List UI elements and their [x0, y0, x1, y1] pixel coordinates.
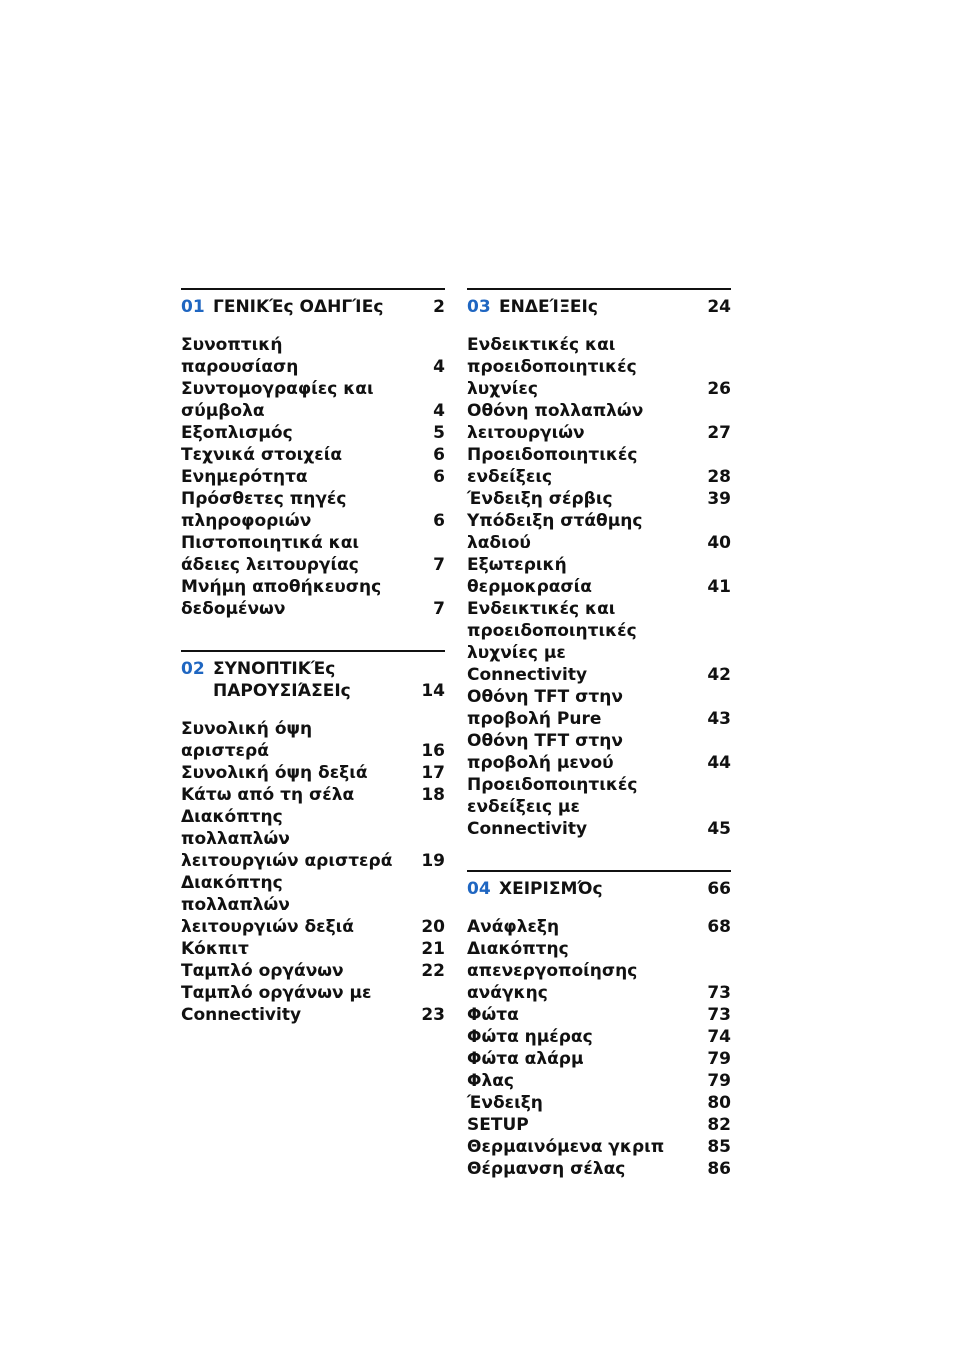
toc-entry[interactable] — [467, 686, 731, 730]
entry-title: SETUP — [467, 1115, 529, 1135]
entry-title: Θέρμανση σέλας — [467, 1159, 626, 1179]
toc-entry[interactable] — [467, 730, 731, 774]
toc-section — [181, 288, 445, 620]
entry-page-number: 40 — [707, 533, 731, 553]
toc-entry[interactable] — [181, 576, 445, 620]
toc-section — [181, 650, 445, 1026]
entry-title: Ένδειξη σέρβις — [467, 489, 613, 509]
entry-page-number: 6 — [433, 511, 445, 531]
toc-entry[interactable] — [181, 488, 445, 532]
section-number: 03 — [467, 297, 491, 317]
entry-list — [181, 334, 445, 620]
entry-title: Ενημερότητα — [181, 467, 308, 487]
section-heading[interactable] — [467, 296, 731, 318]
entry-page-number: 7 — [433, 555, 445, 575]
entry-page-number: 79 — [707, 1049, 731, 1069]
entry-page-number: 39 — [707, 489, 731, 509]
toc-entry[interactable] — [467, 1004, 731, 1026]
section-divider — [467, 870, 731, 872]
entry-title: Ένδειξη — [467, 1093, 543, 1113]
entry-title: Ταμπλό οργάνων με Connectivity — [181, 983, 372, 1025]
entry-page-number: 16 — [421, 741, 445, 761]
toc-entry[interactable] — [181, 532, 445, 576]
entry-title: Ενδεικτικές και προειδοποιητικές λυχνίες — [467, 335, 637, 399]
toc-column-left — [181, 288, 445, 1026]
entry-page-number: 41 — [707, 577, 731, 597]
entry-page-number: 28 — [707, 467, 731, 487]
toc-entry[interactable] — [467, 334, 731, 400]
toc-entry[interactable] — [181, 938, 445, 960]
entry-title: Διακόπτης πολλαπλών λειτουργιών δεξιά — [181, 873, 354, 937]
entry-title: Υπόδειξη στάθμης λαδιού — [467, 511, 643, 553]
entry-page-number: 23 — [421, 1005, 445, 1025]
entry-page-number: 73 — [707, 1005, 731, 1025]
entry-title: Διακόπτης απενεργοποίησης ανάγκης — [467, 939, 638, 1003]
entry-title: Εξωτερική θερμοκρασία — [467, 555, 592, 597]
entry-title: Διακόπτης πολλαπλών λειτουργιών αριστερά — [181, 807, 393, 871]
toc-entry[interactable] — [467, 1114, 731, 1136]
toc-entry[interactable] — [181, 334, 445, 378]
toc-entry[interactable] — [467, 1048, 731, 1070]
entry-title: Συνολική όψη δεξιά — [181, 763, 368, 783]
toc-entry[interactable] — [181, 982, 445, 1026]
toc-entry[interactable] — [181, 718, 445, 762]
toc-entry[interactable] — [181, 466, 445, 488]
entry-title: Φώτα ημέρας — [467, 1027, 593, 1047]
entry-page-number: 21 — [421, 939, 445, 959]
entry-page-number: 19 — [421, 851, 445, 871]
section-heading[interactable] — [181, 658, 445, 702]
toc-entry[interactable] — [181, 872, 445, 938]
entry-title: Μνήμη αποθήκευσης δεδομένων — [181, 577, 382, 619]
entry-page-number: 42 — [707, 665, 731, 685]
entry-page-number: 6 — [433, 445, 445, 465]
entry-page-number: 27 — [707, 423, 731, 443]
entry-page-number: 80 — [707, 1093, 731, 1113]
toc-entry[interactable] — [467, 1092, 731, 1114]
entry-page-number: 45 — [707, 819, 731, 839]
toc-entry[interactable] — [467, 444, 731, 488]
entry-page-number: 4 — [433, 401, 445, 421]
section-page-number: 2 — [433, 297, 445, 317]
entry-page-number: 17 — [421, 763, 445, 783]
section-heading[interactable] — [181, 296, 445, 318]
section-number: 01 — [181, 297, 205, 317]
toc-section — [467, 288, 731, 840]
entry-page-number: 22 — [421, 961, 445, 981]
section-title: ΓΕΝΙΚΈς ΟΔΗΓΊΕς — [213, 297, 384, 317]
entry-title: Φώτα — [467, 1005, 519, 1025]
entry-title: Πρόσθετες πηγές πληροφοριών — [181, 489, 347, 531]
entry-title: Οθόνη πολλαπλών λειτουργιών — [467, 401, 644, 443]
toc-entry[interactable] — [467, 774, 731, 840]
entry-page-number: 82 — [707, 1115, 731, 1135]
toc-entry[interactable] — [467, 1158, 731, 1180]
entry-title: Ενδεικτικές και προειδοποιητικές λυχνίες με Connectivity — [467, 599, 637, 685]
entry-title: Συντομογραφίες και σύμβολα — [181, 379, 374, 421]
section-title: ΕΝΔΕΊΞΕΙς — [499, 297, 598, 317]
toc-entry[interactable] — [181, 960, 445, 982]
entry-title: Θερμαινόμενα γκριπ — [467, 1137, 665, 1157]
entry-page-number: 6 — [433, 467, 445, 487]
entry-title: Τεχνικά στοιχεία — [181, 445, 343, 465]
entry-title: Προειδοποιητικές ενδείξεις με Connectivity — [467, 775, 638, 839]
section-page-number: 24 — [707, 297, 731, 317]
section-heading[interactable] — [467, 878, 731, 900]
entry-title: Φώτα αλάρμ — [467, 1049, 584, 1069]
section-page-number: 14 — [421, 681, 445, 701]
toc-entry[interactable] — [181, 444, 445, 466]
toc-entry[interactable] — [467, 488, 731, 510]
section-title: ΣΥΝΟΠΤΙΚΈς ΠΑΡΟΥΣΙΆΣΕΙς — [213, 659, 351, 701]
section-title: ΧΕΙΡΙΣΜΌς — [499, 879, 603, 899]
toc-column-right — [467, 288, 731, 1180]
entry-page-number: 18 — [421, 785, 445, 805]
toc-entry[interactable] — [467, 1070, 731, 1092]
toc-entry[interactable] — [467, 510, 731, 554]
entry-list — [467, 334, 731, 840]
section-divider — [467, 288, 731, 290]
entry-title: Προειδοποιητικές ενδείξεις — [467, 445, 638, 487]
section-divider — [181, 650, 445, 652]
section-divider — [181, 288, 445, 290]
entry-title: Οθόνη TFT στην προβολή Pure — [467, 687, 623, 729]
entry-title: Πιστοποιητικά και άδειες λειτουργίας — [181, 533, 360, 575]
entry-title: Οθόνη TFT στην προβολή μενού — [467, 731, 623, 773]
toc-entry[interactable] — [467, 554, 731, 598]
entry-title: Συνοπτική παρουσίαση — [181, 335, 299, 377]
toc-entry[interactable] — [181, 806, 445, 872]
entry-page-number: 44 — [707, 753, 731, 773]
entry-page-number: 79 — [707, 1071, 731, 1091]
section-page-number: 66 — [707, 879, 731, 899]
section-gap — [181, 620, 445, 650]
entry-page-number: 68 — [707, 917, 731, 937]
section-number: 02 — [181, 659, 205, 679]
toc-entry[interactable] — [467, 938, 731, 1004]
toc-entry[interactable] — [467, 1026, 731, 1048]
entry-list — [467, 916, 731, 1180]
entry-title: Κόκπιτ — [181, 939, 249, 959]
entry-page-number: 26 — [707, 379, 731, 399]
entry-page-number: 86 — [707, 1159, 731, 1179]
entry-title: Κάτω από τη σέλα — [181, 785, 355, 805]
entry-page-number: 74 — [707, 1027, 731, 1047]
toc-entry[interactable] — [181, 762, 445, 784]
entry-title: Εξοπλισμός — [181, 423, 293, 443]
entry-page-number: 73 — [707, 983, 731, 1003]
entry-title: Ανάφλεξη — [467, 917, 560, 937]
entry-title: Ταμπλό οργάνων — [181, 961, 344, 981]
toc-entry[interactable] — [467, 598, 731, 686]
entry-page-number: 20 — [421, 917, 445, 937]
entry-page-number: 43 — [707, 709, 731, 729]
entry-page-number: 5 — [433, 423, 445, 443]
section-number: 04 — [467, 879, 491, 899]
entry-title: Συνολική όψη αριστερά — [181, 719, 313, 761]
toc-entry[interactable] — [467, 1136, 731, 1158]
toc-entry[interactable] — [181, 378, 445, 422]
toc-entry[interactable] — [181, 422, 445, 444]
toc-entry[interactable] — [467, 916, 731, 938]
entry-title: Φλας — [467, 1071, 514, 1091]
entry-page-number: 7 — [433, 599, 445, 619]
entry-page-number: 4 — [433, 357, 445, 377]
toc-entry[interactable] — [181, 784, 445, 806]
toc-section — [467, 870, 731, 1180]
entry-page-number: 85 — [707, 1137, 731, 1157]
section-gap — [467, 840, 731, 870]
entry-list — [181, 718, 445, 1026]
toc-entry[interactable] — [467, 400, 731, 444]
